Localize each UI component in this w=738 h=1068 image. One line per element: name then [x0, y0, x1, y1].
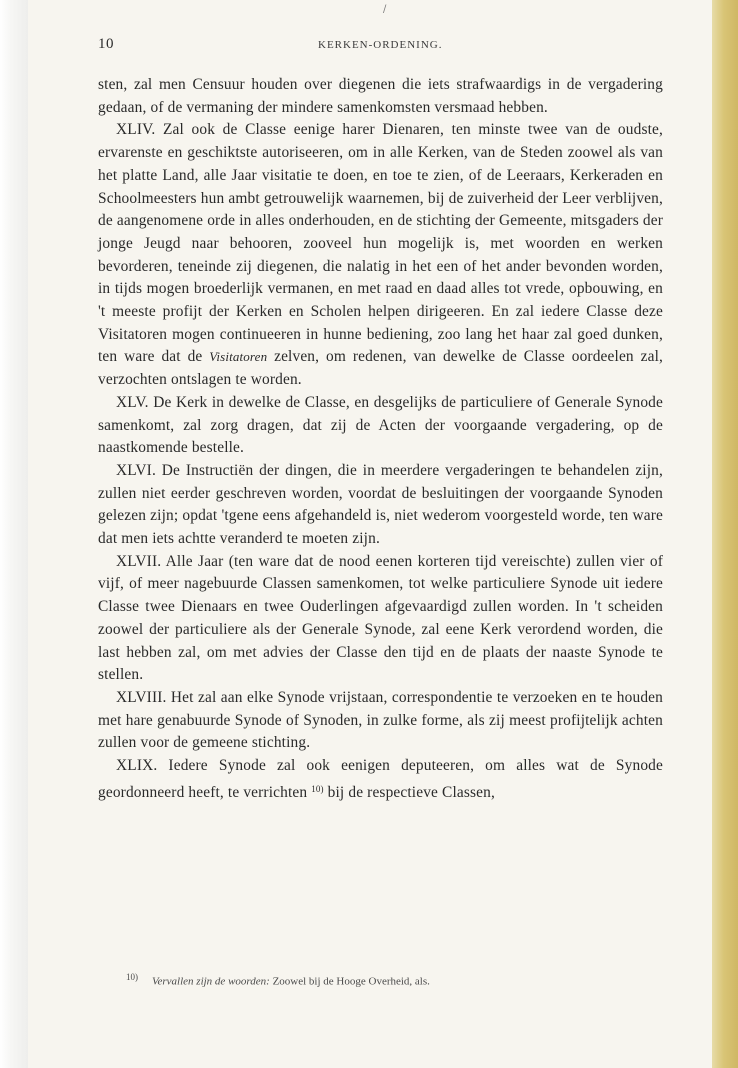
- scan-left-margin: [0, 0, 28, 1068]
- footnote-text: Zoowel bij de Hooge Overheid, als.: [272, 975, 430, 988]
- article-xlvii: XLVII. Alle Jaar (ten ware dat de nood eenen korteren tijd vereischte) zullen vier of vijf, of meer nagebuurde Classen samenkomen, tot welke particuliere Synode uit iedere Classe twee Dienaars en twee Ouderlingen afgevaardigd zullen worden. In 't scheiden zoowel der particuliere als der Generale Synode, zal eene Kerk verordend worden, die last hebben zal, om met advies der Classe den tijd en de plaats der naaste Synode te stellen.: [98, 552, 663, 684]
- footnote: [126, 972, 646, 988]
- running-head: KERKEN-ORDENING.: [318, 39, 443, 51]
- page-edge-binding: [712, 0, 738, 1068]
- top-pencil-mark: /: [383, 4, 387, 15]
- page-header: [98, 36, 663, 58]
- footnote-reference: 10): [311, 783, 324, 794]
- footnote-marker: 10): [126, 972, 138, 982]
- article-xlv: XLV. De Kerk in dewelke de Classe, en desgelijks de particuliere of Generale Synode samenkomt, zal zorg dragen, dat zij de Acten der voorgaande vergadering, op de naastkomende bestelle.: [98, 393, 663, 457]
- article-xliv-italic: Visitatoren: [209, 349, 268, 365]
- main-text: [98, 74, 663, 805]
- book-page: [28, 0, 712, 1068]
- footnote-italic: Vervallen zijn de woorden:: [152, 975, 270, 988]
- article-xlviii: XLVIII. Het zal aan elke Synode vrijstaan, correspondentie te verzoeken en te houden met hare genabuurde Synode of Synoden, in zulke forme, als zij meest profijtelijk achten zullen voor de gemeene stichting.: [98, 688, 663, 752]
- paragraph-continuation: sten, zal men Censuur houden over diegenen die iets strafwaardigs in de vergadering gedaan, of de vermaning der mindere samenkomsten versmaad hebben.: [98, 76, 663, 116]
- article-xliv: [98, 119, 663, 391]
- article-xliv-end: zelven, om redenen, van dewelke de Classe oordeelen zal, verzochten ontslagen te worden.: [98, 348, 664, 389]
- article-xlix-text: XLIX. Iedere Synode zal ook eenigen deputeeren, om alles wat de Synode geordonneerd heeft, te verrichten: [98, 757, 663, 801]
- page-number: 10: [98, 36, 114, 52]
- article-xliv-text: XLIV. Zal ook de Classe eenige harer Dienaren, ten minste twee van de oudste, ervarenste en geschiktste autoriseeren, om in alle Kerken, van de Steden zoowel als van het platte Land, alle Jaar visitatie te doen, en toe te zien, of de Leeraars, Kerkeraden en Schoolmeesters hun ambt getrouwelijk waarnemen, bij de zuiverheid der Leer verblijven, de aangenomene orde in alles onderhouden, en de stichting der Gemeente, mitsgaders der jonge Jeugd naar behooren, zooveel hun mogelijk is, met woorden en werken bevorderen, teneinde zij diegenen, die nalatig in het een of het ander bevonden worden, in tijds mogen broederlijk vermanen, en met raad en daad alles tot vrede, opbouwing, en 't meeste profijt der Kerken en Scholen helpen dirigeeren. En zal iedere Classe deze Visitatoren mogen continueeren in hunne bediening, zoo lang het haar zal goed dunken, ten ware dat de: [98, 121, 663, 366]
- article-xlix: [98, 755, 663, 804]
- article-xlix-end: bij de respectieve Classen,: [327, 783, 495, 801]
- article-xlvi: XLVI. De Instructiën der dingen, die in meerdere vergaderingen te behandelen zijn, zullen niet eerder geschreven worden, voordat de besluitingen der voorgaande Synoden gelezen zijn; opdat 'tgene eens afgehandeld is, niet wederom voorgesteld worde, ten ware dat men iets achtte veranderd te moeten zijn.: [98, 461, 663, 548]
